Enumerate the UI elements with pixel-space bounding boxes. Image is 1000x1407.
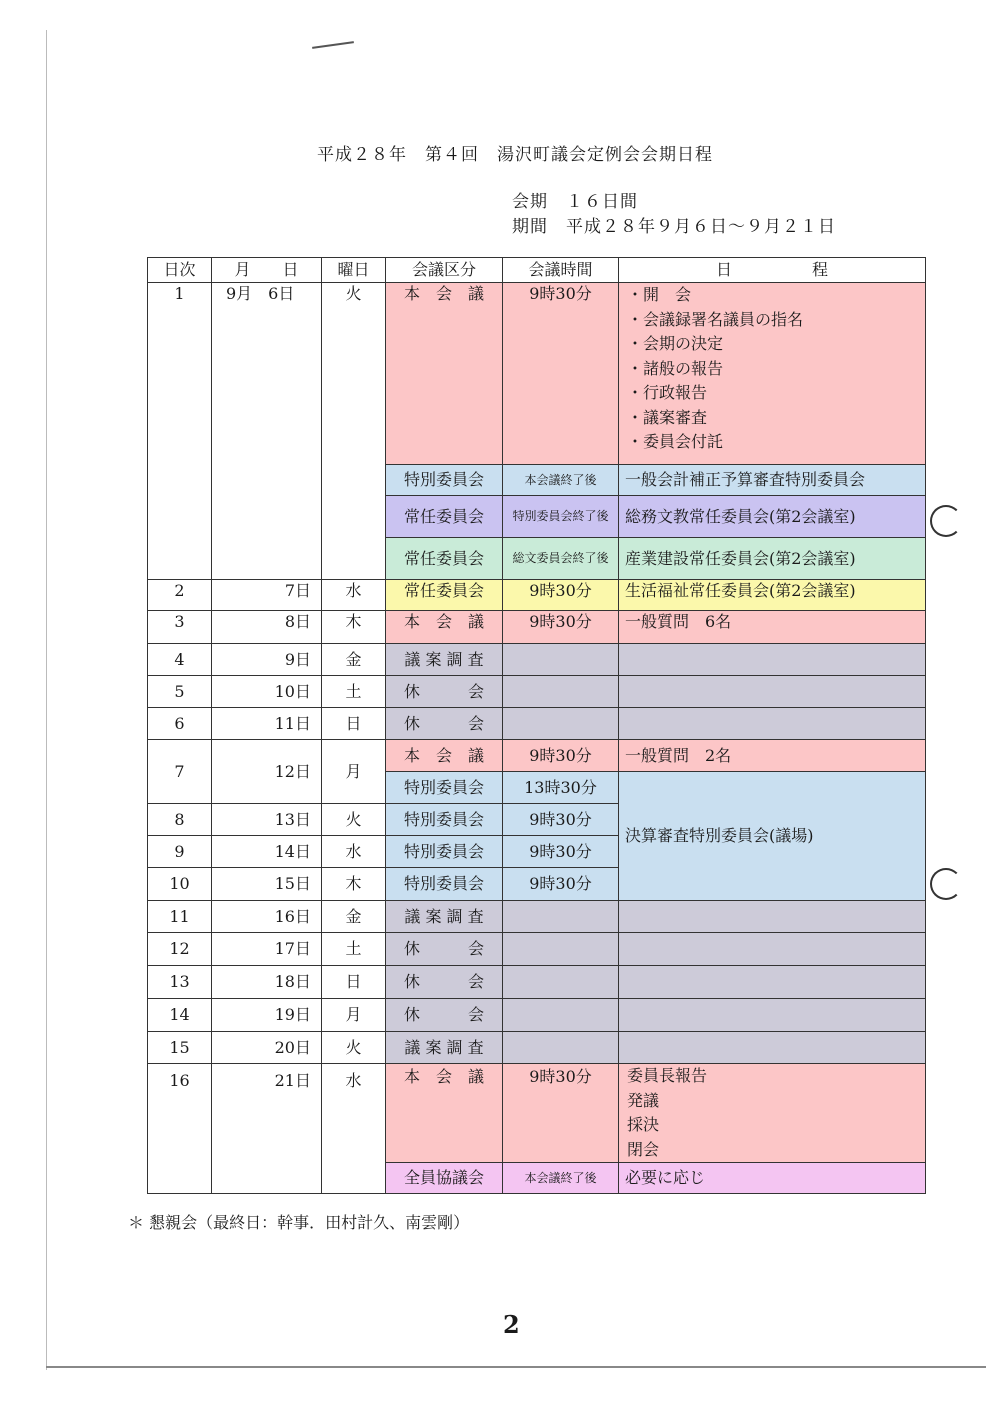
time-cell: 本会議終了後 (503, 465, 619, 496)
date-cell: 10日 (212, 676, 322, 708)
time-cell: 総文委員会終了後 (503, 538, 619, 580)
time-cell: 13時30分 (503, 772, 619, 804)
type-cell: 全員協議会 (386, 1163, 503, 1194)
weekday-cell: 火 (322, 1032, 386, 1064)
day-cell: 1 (148, 283, 212, 580)
date-cell: 20日 (212, 1032, 322, 1064)
plan-line: 閉会 (627, 1139, 660, 1159)
scan-left-edge (46, 30, 47, 1370)
time-cell: 9時30分 (503, 611, 619, 644)
plan-line: ・会期の決定 (627, 334, 724, 353)
punch-hole-bottom (930, 868, 962, 900)
time-cell (503, 933, 619, 966)
date-cell: 9月 6日 (212, 283, 322, 580)
table-row (148, 611, 926, 644)
type-cell: 議 案 調 査 (386, 1032, 503, 1064)
weekday-cell: 水 (322, 836, 386, 868)
type-cell: 休 会 (386, 999, 503, 1032)
date-cell: 9日 (212, 644, 322, 676)
type-cell: 常任委員会 (386, 538, 503, 580)
plan-line: ・諸般の報告 (627, 358, 724, 378)
time-cell: 本会議終了後 (503, 1163, 619, 1194)
date-cell: 16日 (212, 901, 322, 933)
plan-cell: 生活福祉常任委員会(第2会議室) (619, 580, 926, 611)
type-cell: 本 会 議 (386, 611, 503, 644)
day-cell: 6 (148, 708, 212, 740)
plan-cell: 総務文教常任委員会(第2会議室) (619, 496, 926, 538)
day-cell: 8 (148, 804, 212, 836)
plan-cell (619, 283, 926, 465)
plan-line: ・行政報告 (627, 383, 708, 402)
time-cell (503, 676, 619, 708)
day-cell: 11 (148, 901, 212, 933)
plan-line: 委員長報告 (627, 1066, 708, 1085)
time-cell (503, 999, 619, 1032)
type-cell: 本 会 議 (386, 1064, 503, 1163)
punch-hole-top (930, 505, 962, 537)
time-cell (503, 644, 619, 676)
page-title: 平成２８年 第４回 湯沢町議会定例会会期日程 (317, 145, 713, 165)
table-row (148, 933, 926, 966)
day-cell: 5 (148, 676, 212, 708)
weekday-cell: 月 (322, 740, 386, 804)
weekday-cell: 日 (322, 966, 386, 999)
date-cell: 14日 (212, 836, 322, 868)
time-cell: 9時30分 (503, 868, 619, 901)
plan-cell (619, 1064, 926, 1163)
time-cell: 9時30分 (503, 740, 619, 772)
weekday-cell: 木 (322, 868, 386, 901)
day-cell: 3 (148, 611, 212, 644)
scan-mark (312, 41, 354, 49)
header-row (148, 258, 926, 283)
header-time: 会議時間 (503, 258, 619, 283)
plan-cell: 一般会計補正予算審査特別委員会 (619, 465, 926, 496)
date-cell: 18日 (212, 966, 322, 999)
plan-cell (619, 644, 926, 676)
type-cell: 特別委員会 (386, 868, 503, 901)
table-row (148, 676, 926, 708)
weekday-cell: 水 (322, 1064, 386, 1194)
day-cell: 16 (148, 1064, 212, 1194)
plan-cell (619, 1032, 926, 1064)
plan-cell: 一般質問 2名 (619, 740, 926, 772)
type-cell: 議 案 調 査 (386, 644, 503, 676)
weekday-cell: 日 (322, 708, 386, 740)
date-cell: 15日 (212, 868, 322, 901)
table-row (148, 901, 926, 933)
time-cell: 9時30分 (503, 836, 619, 868)
type-cell: 休 会 (386, 966, 503, 999)
plan-cell (619, 999, 926, 1032)
type-cell: 本 会 議 (386, 283, 503, 465)
day-cell: 4 (148, 644, 212, 676)
footnote: ＊ 懇親会（最終日：幹事．田村計久、南雲剛） (128, 1213, 470, 1232)
weekday-cell: 火 (322, 283, 386, 580)
header-weekday: 曜日 (322, 258, 386, 283)
type-cell: 常任委員会 (386, 580, 503, 611)
table-row (148, 708, 926, 740)
header-plan: 日 程 (619, 258, 926, 283)
time-cell: 9時30分 (503, 1064, 619, 1163)
merged-plan-cell: 決算審査特別委員会(議場) (619, 772, 926, 901)
plan-cell (619, 901, 926, 933)
plan-cell: 産業建設常任委員会(第2会議室) (619, 538, 926, 580)
plan-cell (619, 966, 926, 999)
plan-line: ・議案審査 (627, 407, 708, 427)
table-row (148, 1064, 926, 1163)
weekday-cell: 火 (322, 804, 386, 836)
time-cell (503, 1032, 619, 1064)
date-cell: 21日 (212, 1064, 322, 1194)
plan-line: ・開 会 (627, 285, 692, 304)
date-cell: 11日 (212, 708, 322, 740)
plan-line: 発議 (627, 1090, 660, 1110)
table-row (148, 966, 926, 999)
type-cell: 休 会 (386, 676, 503, 708)
time-cell: 特別委員会終了後 (503, 496, 619, 538)
day-cell: 14 (148, 999, 212, 1032)
type-cell: 特別委員会 (386, 465, 503, 496)
table-row (148, 999, 926, 1032)
plan-cell: 一般質問 6名 (619, 611, 926, 644)
day-cell: 7 (148, 740, 212, 804)
table-row (148, 644, 926, 676)
scan-bottom-edge (46, 1366, 986, 1368)
day-cell: 15 (148, 1032, 212, 1064)
header-day: 日次 (148, 258, 212, 283)
type-cell: 本 会 議 (386, 740, 503, 772)
type-cell: 休 会 (386, 933, 503, 966)
plan-line: 採決 (627, 1115, 660, 1134)
weekday-cell: 水 (322, 580, 386, 611)
type-cell: 議 案 調 査 (386, 901, 503, 933)
time-cell: 9時30分 (503, 580, 619, 611)
session-period: 期間 平成２８年９月６日～９月２１日 (512, 217, 836, 237)
weekday-cell: 金 (322, 644, 386, 676)
time-cell (503, 966, 619, 999)
table-row (148, 1032, 926, 1064)
plan-line: ・会議録署名議員の指名 (627, 309, 804, 329)
date-cell: 17日 (212, 933, 322, 966)
day-cell: 2 (148, 580, 212, 611)
type-cell: 休 会 (386, 708, 503, 740)
weekday-cell: 木 (322, 611, 386, 644)
date-cell: 7日 (212, 580, 322, 611)
date-cell: 13日 (212, 804, 322, 836)
table-row (148, 580, 926, 611)
date-cell: 12日 (212, 740, 322, 804)
plan-cell: 必要に応じ (619, 1163, 926, 1194)
time-cell: 9時30分 (503, 283, 619, 465)
weekday-cell: 月 (322, 999, 386, 1032)
header-date: 月 日 (212, 258, 322, 283)
day-cell: 10 (148, 868, 212, 901)
table-row (148, 740, 926, 772)
weekday-cell: 土 (322, 933, 386, 966)
plan-cell (619, 933, 926, 966)
type-cell: 特別委員会 (386, 772, 503, 804)
plan-line: ・委員会付託 (627, 432, 724, 451)
schedule-table (147, 257, 926, 1194)
type-cell: 特別委員会 (386, 804, 503, 836)
page-number: 2 (503, 1310, 520, 1339)
time-cell (503, 901, 619, 933)
header-type: 会議区分 (386, 258, 503, 283)
plan-cell (619, 708, 926, 740)
weekday-cell: 金 (322, 901, 386, 933)
type-cell: 常任委員会 (386, 496, 503, 538)
table-row (148, 283, 926, 465)
time-cell (503, 708, 619, 740)
plan-cell (619, 676, 926, 708)
type-cell: 特別委員会 (386, 836, 503, 868)
day-cell: 12 (148, 933, 212, 966)
date-cell: 19日 (212, 999, 322, 1032)
time-cell: 9時30分 (503, 804, 619, 836)
day-cell: 9 (148, 836, 212, 868)
day-cell: 13 (148, 966, 212, 999)
weekday-cell: 土 (322, 676, 386, 708)
date-cell: 8日 (212, 611, 322, 644)
session-length: 会期 １６日間 (512, 192, 638, 212)
